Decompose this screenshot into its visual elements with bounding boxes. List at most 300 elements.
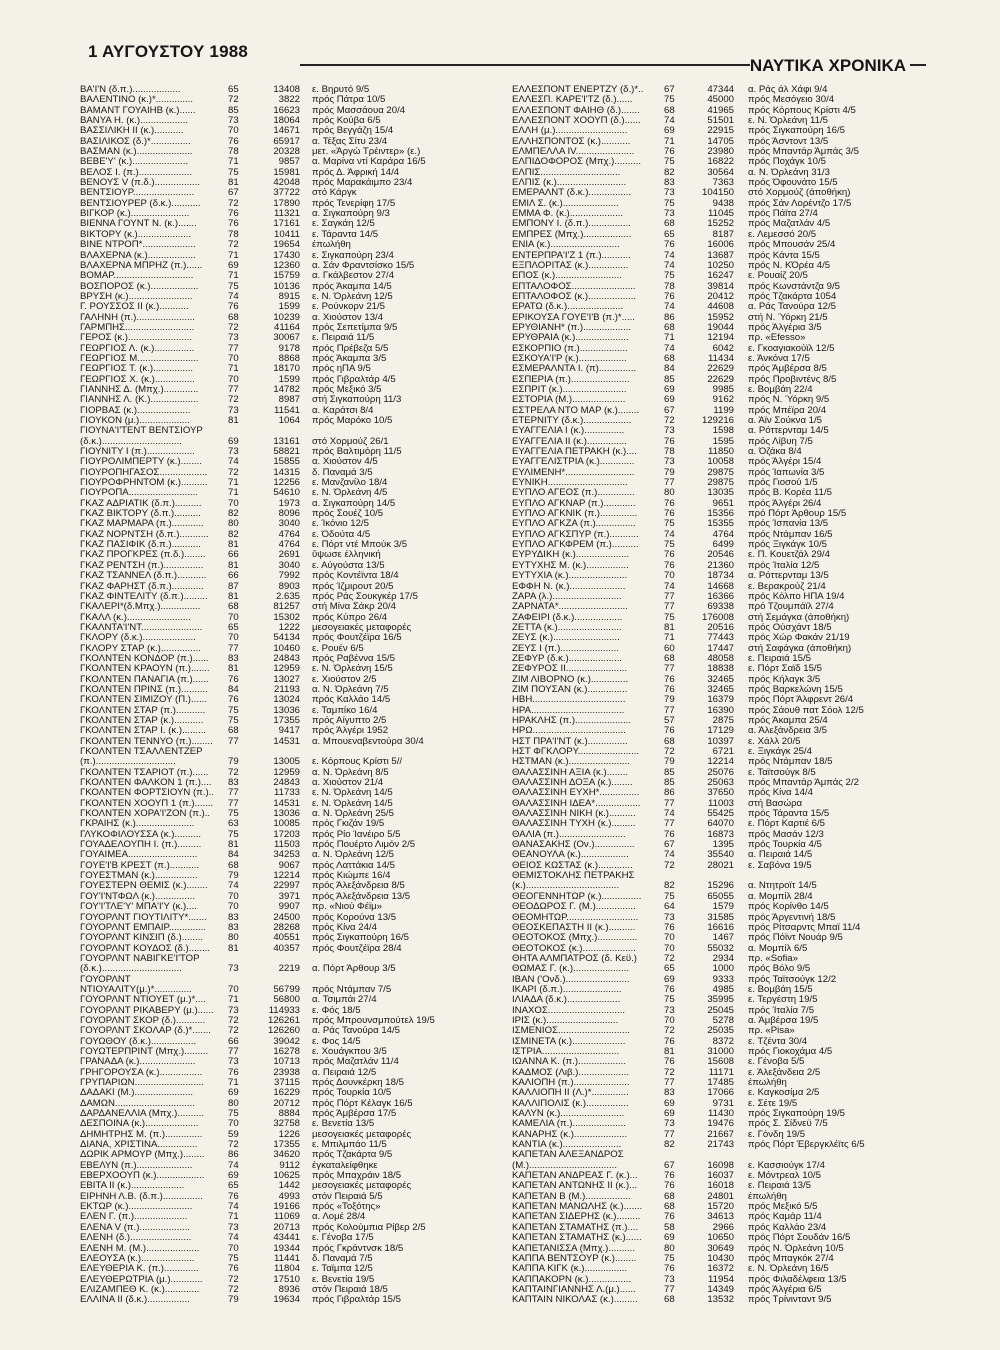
ship-position: πρός Άκαμπα 25/4 bbox=[748, 715, 828, 726]
build-year: 69 bbox=[664, 1109, 675, 1120]
ship-name: ΕΥΑΓΓΕΛΙΣΤΡΙΑ (κ.)............. bbox=[512, 457, 635, 468]
ship-position: α. Μομπίλ 6/5 bbox=[748, 943, 808, 954]
ship-position: πρός Ρίτσαρντς Μπαϊ 11/4 bbox=[748, 922, 861, 933]
tonnage: 1442 bbox=[278, 1181, 300, 1192]
build-year: 77 bbox=[664, 602, 675, 613]
ship-name: ΓΚΟΛΝΤΕΝ ΠΑΝΑΓΙΑ (π.)...... bbox=[80, 674, 209, 685]
tonnage: 55425 bbox=[707, 809, 734, 820]
ship-position: πρός Κορούνα 13/5 bbox=[312, 912, 397, 923]
ship-position: στή Σιγκαπούρη 11/3 bbox=[312, 395, 402, 406]
build-year: 79 bbox=[228, 757, 239, 768]
ship-position: πρός Τάραντα 15/5 bbox=[748, 809, 830, 820]
tonnage: 14782 bbox=[273, 384, 300, 395]
ship-name: ΓΟΥ'Ι'ΝΤΦΩΛ (κ.)............... bbox=[80, 891, 195, 902]
ship-row bbox=[80, 1037, 500, 1047]
ship-name: ΕΦΦΗ Ν. (κ.)..................... bbox=[512, 581, 626, 592]
build-year: 80 bbox=[228, 933, 239, 944]
ship-name: ΓΚΑΛΛ (κ.)........................ bbox=[80, 612, 191, 623]
build-year: 59 bbox=[228, 1129, 239, 1140]
ship-position: ε. Βομβάη 22/4 bbox=[748, 384, 813, 395]
ship-position: ε. Π. Κουετζάλ 29/4 bbox=[748, 550, 830, 561]
ship-row bbox=[80, 675, 500, 685]
build-year: 76 bbox=[664, 1057, 675, 1068]
ship-row bbox=[512, 768, 932, 778]
build-year: 86 bbox=[664, 788, 675, 799]
ship-row bbox=[80, 706, 500, 716]
tonnage: 1973 bbox=[278, 498, 300, 509]
build-year: 72 bbox=[228, 467, 239, 478]
ship-name: ΕΛΛΕΣΠ. ΚΑΡΕ'Ι'ΤΖ (δ.)...... bbox=[512, 95, 633, 106]
tonnage: 176008 bbox=[701, 612, 734, 623]
tonnage: 10650 bbox=[707, 1233, 734, 1244]
ship-position: α. Χιούστον 4/5 bbox=[312, 457, 378, 468]
tonnage: 19166 bbox=[273, 1202, 300, 1213]
ship-row bbox=[80, 271, 500, 281]
tonnage: 8372 bbox=[712, 1036, 734, 1047]
ship-position: πρός Τουρκία 10/5 bbox=[312, 1088, 392, 1099]
build-year: 67 bbox=[664, 1160, 675, 1171]
ship-row bbox=[80, 1295, 500, 1305]
build-year: 70 bbox=[664, 943, 675, 954]
tonnage: 11045 bbox=[708, 209, 734, 220]
build-year: 69 bbox=[664, 126, 675, 137]
build-year: 72 bbox=[228, 198, 239, 209]
ship-row bbox=[512, 85, 932, 95]
tonnage: 11850 bbox=[708, 447, 734, 458]
ship-position: πρός Μαρακάιμπο 23/4 bbox=[312, 178, 413, 189]
tonnage: 17161 bbox=[273, 219, 300, 230]
ship-name: ΓΟΥΟΡΛΝΤ ΚΙΝΣΙΠ (δ.)........ bbox=[80, 933, 204, 944]
tonnage: 13161 bbox=[273, 436, 300, 447]
ship-row bbox=[512, 1026, 932, 1036]
tonnage: 17890 bbox=[273, 198, 300, 209]
ship-row bbox=[512, 819, 932, 829]
build-year: 74 bbox=[228, 1160, 239, 1171]
ship-row bbox=[80, 654, 500, 664]
ship-position: πρός Κάντα 15/5 bbox=[748, 250, 820, 261]
build-year: 76 bbox=[228, 209, 239, 220]
ship-name: ΚΑΠΤΑΙΝΓΙΑΝΝΗΣ Λ.(μ.)...... bbox=[512, 1284, 636, 1295]
ship-position: πρός Σιγκαπούρη 16/5 bbox=[312, 933, 409, 944]
tonnage: 4764 bbox=[278, 540, 300, 551]
ship-name: ΕΛΛΕΣΠΟΝΤ ΕΝΕΡΤΖΥ (δ.)*.. bbox=[512, 85, 644, 95]
tonnage: 11733 bbox=[274, 788, 300, 799]
ship-name: ΕΥΤΥΧΙΑ (κ.)...................... bbox=[512, 571, 628, 582]
ship-name: ΒΑΣΜΑΝ (κ.)..................... bbox=[80, 147, 193, 158]
build-year: 78 bbox=[228, 147, 239, 158]
ship-row bbox=[80, 913, 500, 923]
ship-row bbox=[80, 1192, 500, 1202]
tonnage: 15252 bbox=[707, 219, 734, 230]
build-year: 60 bbox=[664, 643, 675, 654]
build-year: 71 bbox=[228, 1078, 239, 1088]
ship-position: ε. Ξιγκάγκ 25/4 bbox=[748, 747, 812, 757]
tonnage: 17355 bbox=[273, 1140, 300, 1151]
ship-row bbox=[512, 654, 932, 664]
build-year: 77 bbox=[664, 591, 675, 602]
ship-name: ΕΛΛΗΣΠΟΝΤΟΣ (κ.)........... bbox=[512, 136, 631, 147]
ship-name: ΓΟΥΟΡΛΝΤ ΓΙΟΥΤΙΛΙΤΥ*....... bbox=[80, 912, 207, 923]
tonnage: 3971 bbox=[278, 891, 300, 902]
build-year: 82 bbox=[664, 881, 675, 892]
ship-name: ΕΣΤΡΕΛΑ ΝΤΟ ΜΑΡ (κ.)........ bbox=[512, 405, 640, 416]
ship-position: ε. Τεργέστη 19/5 bbox=[748, 995, 818, 1006]
ship-position: πρός Πόρτ Άλφρεντ 26/4 bbox=[748, 695, 854, 706]
build-year: 74 bbox=[664, 260, 675, 271]
build-year: 80 bbox=[228, 1098, 239, 1109]
tonnage: 11171 bbox=[708, 1067, 734, 1078]
ship-name: ΓΚΑΖ ΦΑΡΗΣΤ (δ.π.)............ bbox=[80, 581, 204, 592]
ship-position: ε. Ν. Όρλεάνη 4/5 bbox=[312, 488, 388, 499]
tonnage: 24843 bbox=[273, 778, 300, 789]
tonnage: 8987 bbox=[278, 395, 300, 406]
ship-name: ΙΡΙΣ (κ.)........................... bbox=[512, 1015, 619, 1026]
ship-row bbox=[80, 1047, 500, 1057]
ship-name: ΕΠΤΑΛΟΦΟΣ........................ bbox=[512, 281, 636, 292]
ship-name: ΓΕΡΟΣ (κ.)........................ bbox=[80, 333, 192, 344]
ship-position: δ. Παναμά 7/5 bbox=[312, 1253, 373, 1264]
ship-name: ΓΚΑΖ ΡΕΝΤΣΗ (π.)............... bbox=[80, 560, 204, 571]
build-year: 76 bbox=[664, 147, 675, 158]
build-year: 77 bbox=[664, 1129, 675, 1140]
build-year: 71 bbox=[228, 271, 239, 282]
ship-row bbox=[512, 1037, 932, 1047]
ship-name: ΘΑΝΑΣΑΚΗΣ (Ον.)............... bbox=[512, 840, 635, 851]
ship-name: ΗΣΤ ΦΓΚΛΟΡΥ....................... bbox=[512, 747, 640, 757]
ship-name: ΒΕΛΟΣ Ι. (π.).................... bbox=[80, 167, 193, 178]
ship-name: ΓΟΥΟΡΛΝΤ ΚΟΥΔΟΣ (δ.)........ bbox=[80, 943, 211, 954]
tonnage: 20412 bbox=[707, 291, 734, 302]
build-year: 77 bbox=[228, 736, 239, 747]
build-year: 70 bbox=[228, 498, 239, 509]
ship-position: ε. Πόρτ Σαϊδ 15/5 bbox=[748, 664, 822, 675]
ship-position: στή Σεμάγκα (άποθήκη) bbox=[748, 612, 850, 623]
ship-row bbox=[512, 964, 932, 974]
ship-row bbox=[512, 426, 932, 436]
ship-name: ΕΛΕΟΥΣΑ (κ.).................... bbox=[80, 1253, 195, 1264]
build-year: 71 bbox=[664, 633, 675, 644]
ship-row bbox=[512, 437, 932, 447]
ship-position: πρός Άλεξάνδρεια 13/5 bbox=[312, 891, 411, 902]
ship-row bbox=[512, 447, 932, 457]
tonnage: 11069 bbox=[274, 1212, 300, 1223]
ship-name: ΚΑΠΠΑ ΚΙΓΚ (κ.)................ bbox=[512, 1264, 628, 1275]
ship-position: πρός Ντάμπαν 7/5 bbox=[312, 984, 392, 995]
tonnage: 126260 bbox=[267, 1026, 300, 1037]
ship-name: ΕΣΤΟΡΙΑ (Μ.).................... bbox=[512, 395, 626, 406]
build-year: 74 bbox=[228, 457, 239, 468]
ship-name: ΚΑΔΜΟΣ (Λιβ.)................... bbox=[512, 1067, 630, 1078]
ship-name: ΒΙΝΕ ΝΤΡΟΠ*.................... bbox=[80, 240, 196, 251]
ship-position: ε. Πειραιά 15/5 bbox=[748, 653, 811, 664]
tonnage: 10460 bbox=[273, 643, 300, 654]
ship-name: ΕΡΙΚΟΥΣΑ ΓΟΥΕ'Ι'Β (π.)*..... bbox=[512, 312, 635, 323]
ship-name: ΘΑΛΑΣΣΙΝΗ ΔΟΞΑ (κ.)........ bbox=[512, 778, 633, 789]
ship-row bbox=[80, 406, 500, 416]
ship-name: ΓΚΑΖ ΤΣΑΝΝΕΛ (δ.π.)........... bbox=[80, 571, 207, 582]
tonnage: 69338 bbox=[707, 602, 734, 613]
ship-name: ΓΟΥΟΡΛΝΤ ΣΚΟΛΑΡ (δ.)*....... bbox=[80, 1026, 211, 1037]
ship-row bbox=[512, 664, 932, 674]
build-year: 75 bbox=[664, 519, 675, 530]
build-year: 72 bbox=[228, 1015, 239, 1026]
ship-name: ΓΚΟΛΝΤΕΝ ΧΟΟΥΠ 1 (π.)....... bbox=[80, 798, 214, 809]
ship-position: πρός Ν. Ύόρκη 9/5 bbox=[748, 395, 830, 406]
ship-name: ΔΙΑΝΑ, ΧΡΙΣΤΙΝΑ............... bbox=[80, 1140, 198, 1151]
tonnage: 43441 bbox=[273, 1233, 300, 1244]
tonnage: 81257 bbox=[273, 602, 300, 613]
ship-list-column-right bbox=[512, 85, 932, 1306]
tonnage: 16229 bbox=[273, 1088, 300, 1099]
ship-name: ΓΟΥΑΙΜΕΑ.......................... bbox=[80, 850, 198, 861]
ship-name: ΚΑΛΛΙΟΠΗ ΙΙ (Λ.)*.............. bbox=[512, 1088, 629, 1099]
build-year: 79 bbox=[664, 757, 675, 768]
ship-name: ΒΑΝΥΑ Η. (κ.).................. bbox=[80, 116, 189, 127]
tonnage: 31585 bbox=[707, 912, 734, 923]
tonnage: 23980 bbox=[707, 147, 734, 158]
ship-row bbox=[80, 768, 500, 778]
ship-row bbox=[512, 478, 932, 488]
tonnage: 19634 bbox=[273, 1295, 300, 1306]
tonnage: 8915 bbox=[278, 291, 300, 302]
build-year: 66 bbox=[228, 571, 239, 582]
tonnage: 16098 bbox=[707, 1160, 734, 1171]
ship-position: ε. Μόντρεαλ 10/5 bbox=[748, 1171, 821, 1182]
build-year: 76 bbox=[664, 829, 675, 840]
build-year: 77 bbox=[664, 1284, 675, 1295]
ship-name: ΓΚΟΛΝΤΕΝ ΦΑΛΚΟΝ 1 (π.).... bbox=[80, 778, 212, 789]
build-year: 82 bbox=[664, 1140, 675, 1151]
ship-position: α. Χιούστον 13/4 bbox=[312, 312, 384, 323]
ship-row bbox=[512, 240, 932, 250]
tonnage: 3040 bbox=[278, 560, 300, 571]
ship-name: ΓΡΥΠΑΡΙΩΝ.......................... bbox=[80, 1078, 204, 1088]
ship-row bbox=[512, 840, 932, 850]
build-year: 75 bbox=[664, 540, 675, 551]
ship-name: ΓΚΟΛΝΤΕΝ ΚΟΝΔΟΡ (π.)...... bbox=[80, 653, 209, 664]
build-year: 67 bbox=[228, 188, 239, 199]
ship-row bbox=[512, 1275, 932, 1285]
ship-row bbox=[80, 1285, 500, 1295]
ship-position: ε. Γένοβα 5/5 bbox=[748, 1057, 805, 1068]
ship-row bbox=[80, 778, 500, 788]
ship-name: ΕΣΠΡΙΤ (κ.)........................ bbox=[512, 384, 627, 395]
ship-row bbox=[80, 933, 500, 943]
ship-position: πρός Τζακάρτα 1054 bbox=[748, 291, 837, 302]
ship-row bbox=[512, 571, 932, 581]
tonnage: 9112 bbox=[279, 1160, 300, 1171]
ship-row bbox=[512, 716, 932, 726]
tonnage: 9985 bbox=[712, 384, 734, 395]
tonnage: 15981 bbox=[273, 167, 300, 178]
build-year: 72 bbox=[228, 767, 239, 778]
ship-position: πρός Μπαντάρ Άμπάς 2/2 bbox=[748, 778, 859, 789]
ship-name: ΓΚΟΛΝΤΕΝ ΣΙΜΙΖΟΥ (Π.)...... bbox=[80, 695, 207, 706]
ship-position: πρός Βαρκελώνη 15/5 bbox=[748, 684, 843, 695]
build-year: 77 bbox=[664, 819, 675, 830]
tonnage: 32758 bbox=[273, 1119, 300, 1130]
ship-name: ΖΕΦΥΡ (δ.κ.).................... bbox=[512, 653, 623, 664]
build-year: 76 bbox=[664, 726, 675, 737]
build-year: 79 bbox=[664, 695, 675, 706]
ship-position: πρός Πόϊντ Νουάρ 9/5 bbox=[748, 933, 843, 944]
ship-row bbox=[512, 1006, 932, 1016]
ship-name: ΖΕΥΣ Ι (π.)...................... bbox=[512, 643, 619, 654]
tonnage: 4764 bbox=[278, 529, 300, 540]
tonnage: 8096 bbox=[278, 509, 300, 520]
ship-name: ΓΕΩΡΓΙΟΣ Λ. (κ.)............... bbox=[80, 343, 195, 354]
ship-name: ΕΣΚΟΥΑ'Ι'Ρ (κ.).................. bbox=[512, 353, 627, 364]
ship-row bbox=[512, 602, 932, 612]
build-year: 65 bbox=[664, 964, 675, 975]
ship-row bbox=[512, 675, 932, 685]
tonnage: 6499 bbox=[712, 540, 734, 551]
build-year: 75 bbox=[664, 612, 675, 623]
ship-position: πρός Μεξικό 3/5 bbox=[312, 384, 382, 395]
build-year: 75 bbox=[228, 281, 239, 292]
tonnage: 10058 bbox=[707, 457, 734, 468]
ship-row bbox=[512, 199, 932, 209]
build-year: 75 bbox=[228, 829, 239, 840]
tonnage: 11541 bbox=[274, 405, 300, 416]
ship-name: ΓΟΥΩΘΟΥ (δ.κ.)................. bbox=[80, 1036, 197, 1047]
build-year: 85 bbox=[664, 778, 675, 789]
ship-row bbox=[80, 364, 500, 374]
tonnage: 64070 bbox=[707, 819, 734, 830]
build-year: 68 bbox=[664, 736, 675, 747]
ship-row bbox=[80, 168, 500, 178]
ship-name: ΕΣΜΕΡΑΛΝΤΑ Ι. (π).............. bbox=[512, 364, 637, 375]
ship-position: πρός Άμβέρσα 8/5 bbox=[748, 364, 827, 375]
ship-row bbox=[512, 881, 932, 891]
tonnage: 17510 bbox=[273, 1274, 300, 1285]
tonnage: 19654 bbox=[273, 240, 300, 251]
build-year: 77 bbox=[228, 343, 239, 354]
tonnage: 18838 bbox=[707, 664, 734, 675]
ship-position: α. Ν. Όρλεάνη 8/5 bbox=[312, 767, 389, 778]
ship-row bbox=[80, 116, 500, 126]
ship-name: ΚΑΛΥΝ (κ.)........................ bbox=[512, 1109, 625, 1120]
tonnage: 24843 bbox=[273, 653, 300, 664]
ship-position: ε. Ταϊτσούγκ 8/5 bbox=[748, 767, 816, 778]
ship-name: ΗΣΤ ΠΡΑ'Ι'ΝΤ (κ.)............... bbox=[512, 736, 628, 747]
ship-position: α. Σιγκαπούρη 14/5 bbox=[312, 498, 396, 509]
ship-name: ΓΟΥΟΡΛΝΤ ΡΙΚΑΒΕΡΥ (μ.)...... bbox=[80, 1005, 214, 1016]
tonnage: 1226 bbox=[278, 1129, 300, 1140]
build-year: 76 bbox=[664, 240, 675, 251]
ship-position: πρός Προβιντένς 8/5 bbox=[748, 374, 837, 385]
ship-row bbox=[80, 509, 500, 519]
build-year: 77 bbox=[228, 384, 239, 395]
ship-row bbox=[80, 188, 500, 198]
ship-name: ΓΚΑΖ ΠΡΟΓΚΡΕΣ (π.δ.)........ bbox=[80, 550, 206, 561]
ship-row bbox=[512, 209, 932, 219]
tonnage: 8884 bbox=[278, 1109, 300, 1120]
ship-position: ε. Ν. Όρλεάνη 11/5 bbox=[748, 116, 828, 127]
ship-name: (κ.)................................... bbox=[512, 881, 620, 892]
build-year: 68 bbox=[228, 726, 239, 737]
ship-position: πρ. «Sofia» bbox=[748, 953, 798, 964]
ship-name: ΖΕΦΥΡΟΣ ΙΙ....................... bbox=[512, 664, 628, 675]
ship-row bbox=[512, 313, 932, 323]
build-year: 71 bbox=[228, 478, 239, 489]
ship-position: πρός Άμβέρσα 17/5 bbox=[312, 1109, 397, 1120]
ship-row bbox=[80, 592, 500, 602]
build-year: 65 bbox=[664, 229, 675, 240]
ship-position: α. Άϊν Σούκνα 1/5 bbox=[748, 416, 822, 426]
ship-name: ΓΚΟΛΝΤΕΝ ΣΤΑΡ (κ.)........... bbox=[80, 715, 204, 726]
tonnage: 12360 bbox=[273, 260, 300, 271]
ship-position: πρός Β. Κορέα 11/5 bbox=[748, 488, 832, 499]
ship-position: πρός Σιγκαπούρη 19/5 bbox=[748, 1109, 845, 1120]
ship-row bbox=[512, 757, 932, 767]
build-year: 76 bbox=[664, 1181, 675, 1192]
tonnage: 77443 bbox=[707, 633, 734, 644]
ship-name: ΗΡΑΚΛΗΣ (π.)..................... bbox=[512, 715, 631, 726]
ship-name: ΓΕΩΡΓΙΟΣ Τ. (κ.)............... bbox=[80, 364, 194, 375]
ship-name: ΚΑΛΙΟΠΗ (π.)..................... bbox=[512, 1078, 630, 1088]
tonnage: 13036 bbox=[273, 705, 300, 716]
build-year: 72 bbox=[228, 240, 239, 251]
tonnage: 21360 bbox=[707, 560, 734, 571]
ship-name: ΕΒΕΛΥΝ (π.)..................... bbox=[80, 1160, 193, 1171]
ship-name: ΚΑΠΠΑΚΟΡΝ (κ.)................ bbox=[512, 1274, 632, 1285]
ship-position: πρός Πάϊτα 27/4 bbox=[748, 209, 818, 220]
ship-position: ε. Ν. Όρλεάνη 12/5 bbox=[312, 291, 393, 302]
ship-name: ΒΙΓΚΟΡ (κ.)...................... bbox=[80, 209, 190, 220]
build-year: 73 bbox=[228, 1005, 239, 1016]
ship-name: ΕΛΛΙΝΑ ΙΙ (δ.κ.)................ bbox=[80, 1295, 190, 1306]
ship-position: πρός Μπουσάν 25/4 bbox=[748, 240, 836, 251]
build-year: 76 bbox=[228, 674, 239, 685]
ship-name: ΕΣΠΕΡΙΑ (π.)...................... bbox=[512, 374, 630, 385]
tonnage: 31000 bbox=[707, 1046, 734, 1057]
ship-name: ΕΡΥΘΙΑΝΗ* (π.).................. bbox=[512, 322, 632, 333]
ship-name: ΒΕΝΤΣΙΟΥΡ....................... bbox=[80, 188, 195, 199]
ship-name: ΓΚΑΖ ΦΙΝΤΕΛΙΤΥ (δ.π.)......... bbox=[80, 591, 208, 602]
build-year: 77 bbox=[228, 1046, 239, 1057]
ship-position: πρός Φουτζέϊρα 16/5 bbox=[312, 633, 402, 644]
ship-row bbox=[80, 695, 500, 705]
ship-position: ε. Καγκοσίμα 2/5 bbox=[748, 1088, 820, 1099]
ship-position: α. Ρόττερνταμ 13/5 bbox=[748, 571, 829, 582]
ship-row bbox=[512, 230, 932, 240]
ship-position: πρός Κωνστάντζα 9/5 bbox=[748, 281, 840, 292]
ship-name: ΓΑΡΜΠΗΣ.......................... bbox=[80, 322, 195, 333]
tonnage: 6042 bbox=[712, 343, 734, 354]
ship-row bbox=[80, 1099, 500, 1109]
page-header bbox=[88, 42, 926, 74]
ship-position: πρός Κόρπους Κρίστι 4/5 bbox=[748, 105, 856, 116]
build-year: 72 bbox=[228, 1140, 239, 1151]
ship-name: ΕΥΑΓΓΕΛΙΑ Ι (κ.)............... bbox=[512, 426, 625, 437]
ship-row bbox=[80, 561, 500, 571]
tonnage: 10430 bbox=[707, 1253, 734, 1264]
ship-row bbox=[80, 1202, 500, 1212]
tonnage: 9731 bbox=[712, 1098, 734, 1109]
build-year: 81 bbox=[228, 178, 239, 189]
tonnage: 21667 bbox=[707, 1129, 734, 1140]
tonnage: 5278 bbox=[712, 1015, 734, 1026]
build-year: 70 bbox=[228, 984, 239, 995]
ship-row bbox=[80, 613, 500, 623]
build-year: 76 bbox=[664, 1264, 675, 1275]
ship-row bbox=[512, 985, 932, 995]
ship-position: πρός Μαζατλάν 4/5 bbox=[748, 219, 831, 230]
ship-row bbox=[512, 126, 932, 136]
build-year: 83 bbox=[228, 653, 239, 664]
ship-name: ΓΚΟΛΝΤΕΝ ΧΟΡΑ'Ι'ΖΟΝ (π.).. bbox=[80, 809, 211, 820]
